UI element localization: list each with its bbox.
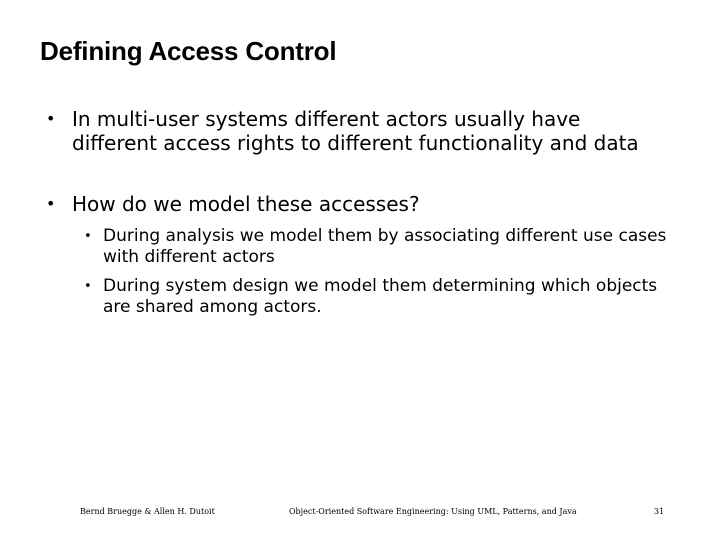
bullet-item [46,192,652,216]
sub-bullet-marker: • [84,229,92,244]
bullet-marker: • [46,194,56,213]
slide-title: Defining Access Control [40,36,337,66]
footer-authors: Bernd Bruegge & Allen H. Dutoit [80,507,215,516]
bullet-text: How do we model these accesses? [72,192,420,216]
sub-bullet-text: During system design we model them determining which objects are shared among actors. [103,276,658,317]
bullet-marker: • [46,109,56,128]
sub-bullet-item [84,226,683,268]
sub-bullet-marker: • [84,279,92,294]
sub-bullet-item [84,276,683,318]
sub-bullet-text: During analysis we model them by associating different use cases with different actors [103,226,667,267]
footer-page-number: 31 [654,507,665,516]
bullet-item [46,107,652,155]
bullet-text: In multi-user systems different actors usually have different access rights to different functionality and data [72,107,639,155]
footer-book-title: Object-Oriented Software Engineering: Using UML, Patterns, and Java [289,507,577,516]
